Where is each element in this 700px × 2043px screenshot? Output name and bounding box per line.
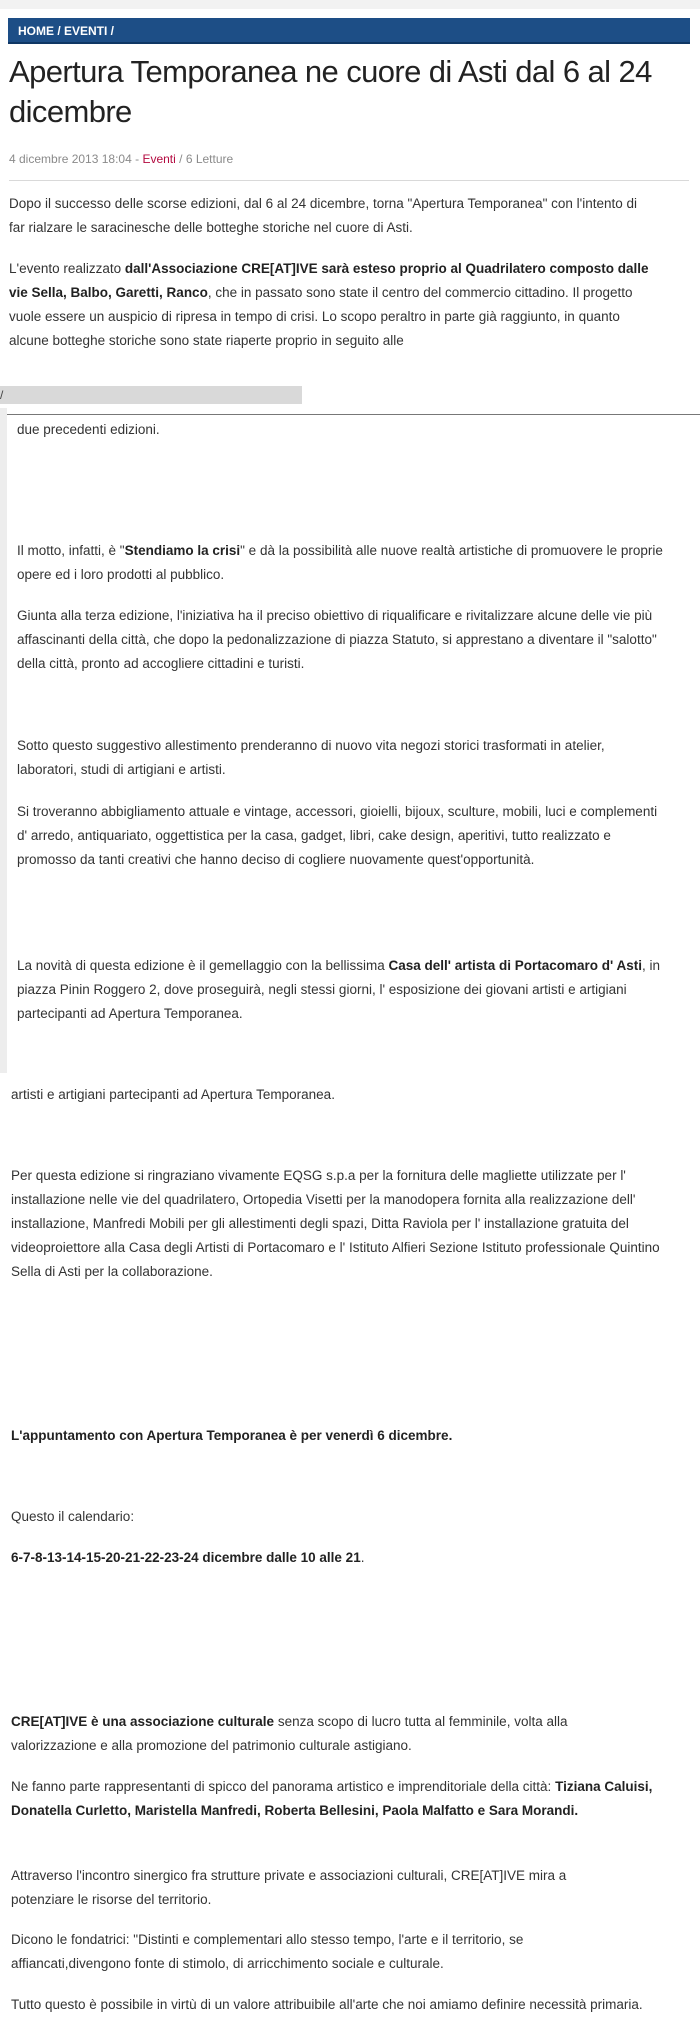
bold-text: CRE[AT]IVE è una associazione culturale [11, 1714, 275, 1729]
paragraph-appointment [11, 1424, 651, 1448]
text: Il progetto vuole essere un auspicio di ripresa in tempo di crisi. Lo scopo peraltro in parte già raggiunto, in quanto alcune botteghe storiche sono state riaperte proprio in seguito alle [9, 285, 633, 348]
paragraph-event [9, 257, 649, 353]
read-count: 6 Letture [185, 152, 234, 166]
paragraph-association [11, 1710, 611, 1758]
paragraph-members [11, 1775, 676, 1823]
text: , in piazza Pinin Roggero 2, dove proseguirà, negli stessi giorni, l' esposizione dei giovani artisti e artigiani partecipanti ad Apertura Temporanea. [17, 958, 660, 1021]
paragraph-calendar-label: Questo il calendario: [11, 1509, 135, 1524]
text: Il motto, infatti, è " [17, 543, 125, 558]
slash-glyph: / [0, 388, 4, 402]
text: . [360, 1550, 365, 1565]
bold-text: Tiziana Caluisi, Donatella Curletto, Maristella Manfredi, Roberta Bellesini, Paola Malfatto e Sara Morandi. [11, 1779, 653, 1818]
divider [9, 180, 689, 181]
meta-separator: - [131, 152, 143, 166]
paragraph-primary-need: Tutto questo è possibile in virtù di un valore attribuibile all'arte che noi amiamo definire necessità primaria. [11, 1997, 643, 2012]
text: " e dà la possibilità alle nuove realtà artistiche di promuovere le proprie opere ed i loro prodotti al pubblico. [17, 543, 663, 582]
paragraph-calendar-dates [11, 1546, 651, 1570]
bold-text: Stendiamo la crisi [124, 543, 241, 558]
frame-left-shadow [0, 408, 7, 1073]
paragraph-founders: Dicono le fondatrici: "Distinti e complementari allo stesso tempo, l'arte e il territorio, se affiancati,divengono fonte di stimolo, di arricchimento sociale e culturale. [11, 1932, 524, 1971]
bold-text: dall'Associazione CRE[AT]IVE sarà esteso proprio al Quadrilatero composto dalle vie Sella, Balbo, Garetti, Ranco [9, 261, 649, 300]
capture-seam [7, 1073, 700, 1083]
paragraph-twinning [17, 954, 677, 1026]
article-meta [9, 152, 233, 166]
paragraph-motto [17, 539, 677, 587]
paragraph-intro: Dopo il successo delle scorse edizioni, dal 6 al 24 dicembre, torna "Apertura Temporanea" con l'intento di far rialzare le saracinesche delle botteghe storiche nel cuore di Asti. [9, 196, 638, 235]
page-title: Apertura Temporanea ne cuore di Asti dal 6 al 24 dicembre [9, 54, 652, 129]
breadcrumb[interactable] [8, 18, 690, 44]
paragraph-repeat: artisti e artigiani partecipanti ad Apertura Temporanea. [11, 1087, 335, 1102]
breadcrumb-text[interactable]: HOME / EVENTI / [18, 24, 115, 38]
paragraph-products: Si troveranno abbigliamento attuale e vintage, accessori, gioielli, bijoux, sculture, mobili, luci e complementi d' arredo, antiquariato, oggettistica per la casa, gadget, libri, cake design, aperitivi, tutto realizzato e promosso da tanti creativi che hanno deciso di cogliere nuovamente quest'opportunità. [17, 804, 658, 867]
text: Ne fanno parte rappresentanti di spicco del panorama artistico e imprenditoriale della città: [11, 1779, 556, 1794]
horizontal-scrollbar[interactable] [0, 386, 302, 404]
frame-border [7, 414, 700, 415]
text: L'evento realizzato [9, 261, 125, 276]
text: senza scopo di lucro tutta al femminile, volta alla valorizzazione e alla promozione del patrimonio culturale astigiano. [11, 1714, 568, 1753]
top-strip [0, 0, 700, 9]
bold-text: Casa dell' artista di Portacomaro d' Asti [388, 958, 642, 973]
meta-separator-2: / [175, 152, 186, 166]
bold-text: L'appuntamento con Apertura Temporanea è per venerdì 6 dicembre. [11, 1428, 453, 1443]
paragraph-synergy: Attraverso l'incontro sinergico fra strutture private e associazioni culturali, CRE[AT]IVE mira a potenziare le risorse del territorio. [11, 1868, 567, 1907]
paragraph-third-edition: Giunta alla terza edizione, l'iniziativa ha il preciso obiettivo di riqualificare e rivitalizzare alcune delle vie più affascinanti della città, che dopo la pedonalizzazione di piazza Statuto, si apprestano a diventare il "salotto" della città, pronto ad accogliere cittadini e turisti. [17, 608, 657, 671]
paragraph-previous-editions: due precedenti edizioni. [17, 422, 160, 437]
paragraph-thanks: Per questa edizione si ringraziano vivamente EQSG s.p.a per la fornitura delle magliette utilizzate per l' installazione nelle vie del quadrilatero, Ortopedia Visetti per la manodopera fornita alla realizzazione dell' installazione, Manfredi Mobili per gli allestimenti degli spazi, Ditta Raviola per l' installazione gratuita del videoproiettore alla Casa degli Artisti di Portacomaro e l' Istituto Alfieri Sezione Istituto professionale Quintino Sella di Asti per la collaborazione. [11, 1168, 660, 1279]
article-date: 4 dicembre 2013 18:04 [9, 152, 132, 166]
text: La novità di questa edizione è il gemellaggio con la bellissima [17, 958, 389, 973]
bold-text: 6-7-8-13-14-15-20-21-22-23-24 dicembre dalle 10 alle 21 [11, 1550, 361, 1565]
paragraph-shops: Sotto questo suggestivo allestimento prenderanno di nuovo vita negozi storici trasformati in atelier, laboratori, studi di artigiani e artisti. [17, 738, 605, 777]
text: , che in passato sono state il centro del commercio cittadino. [207, 285, 569, 300]
category-link[interactable]: Eventi [142, 152, 176, 166]
